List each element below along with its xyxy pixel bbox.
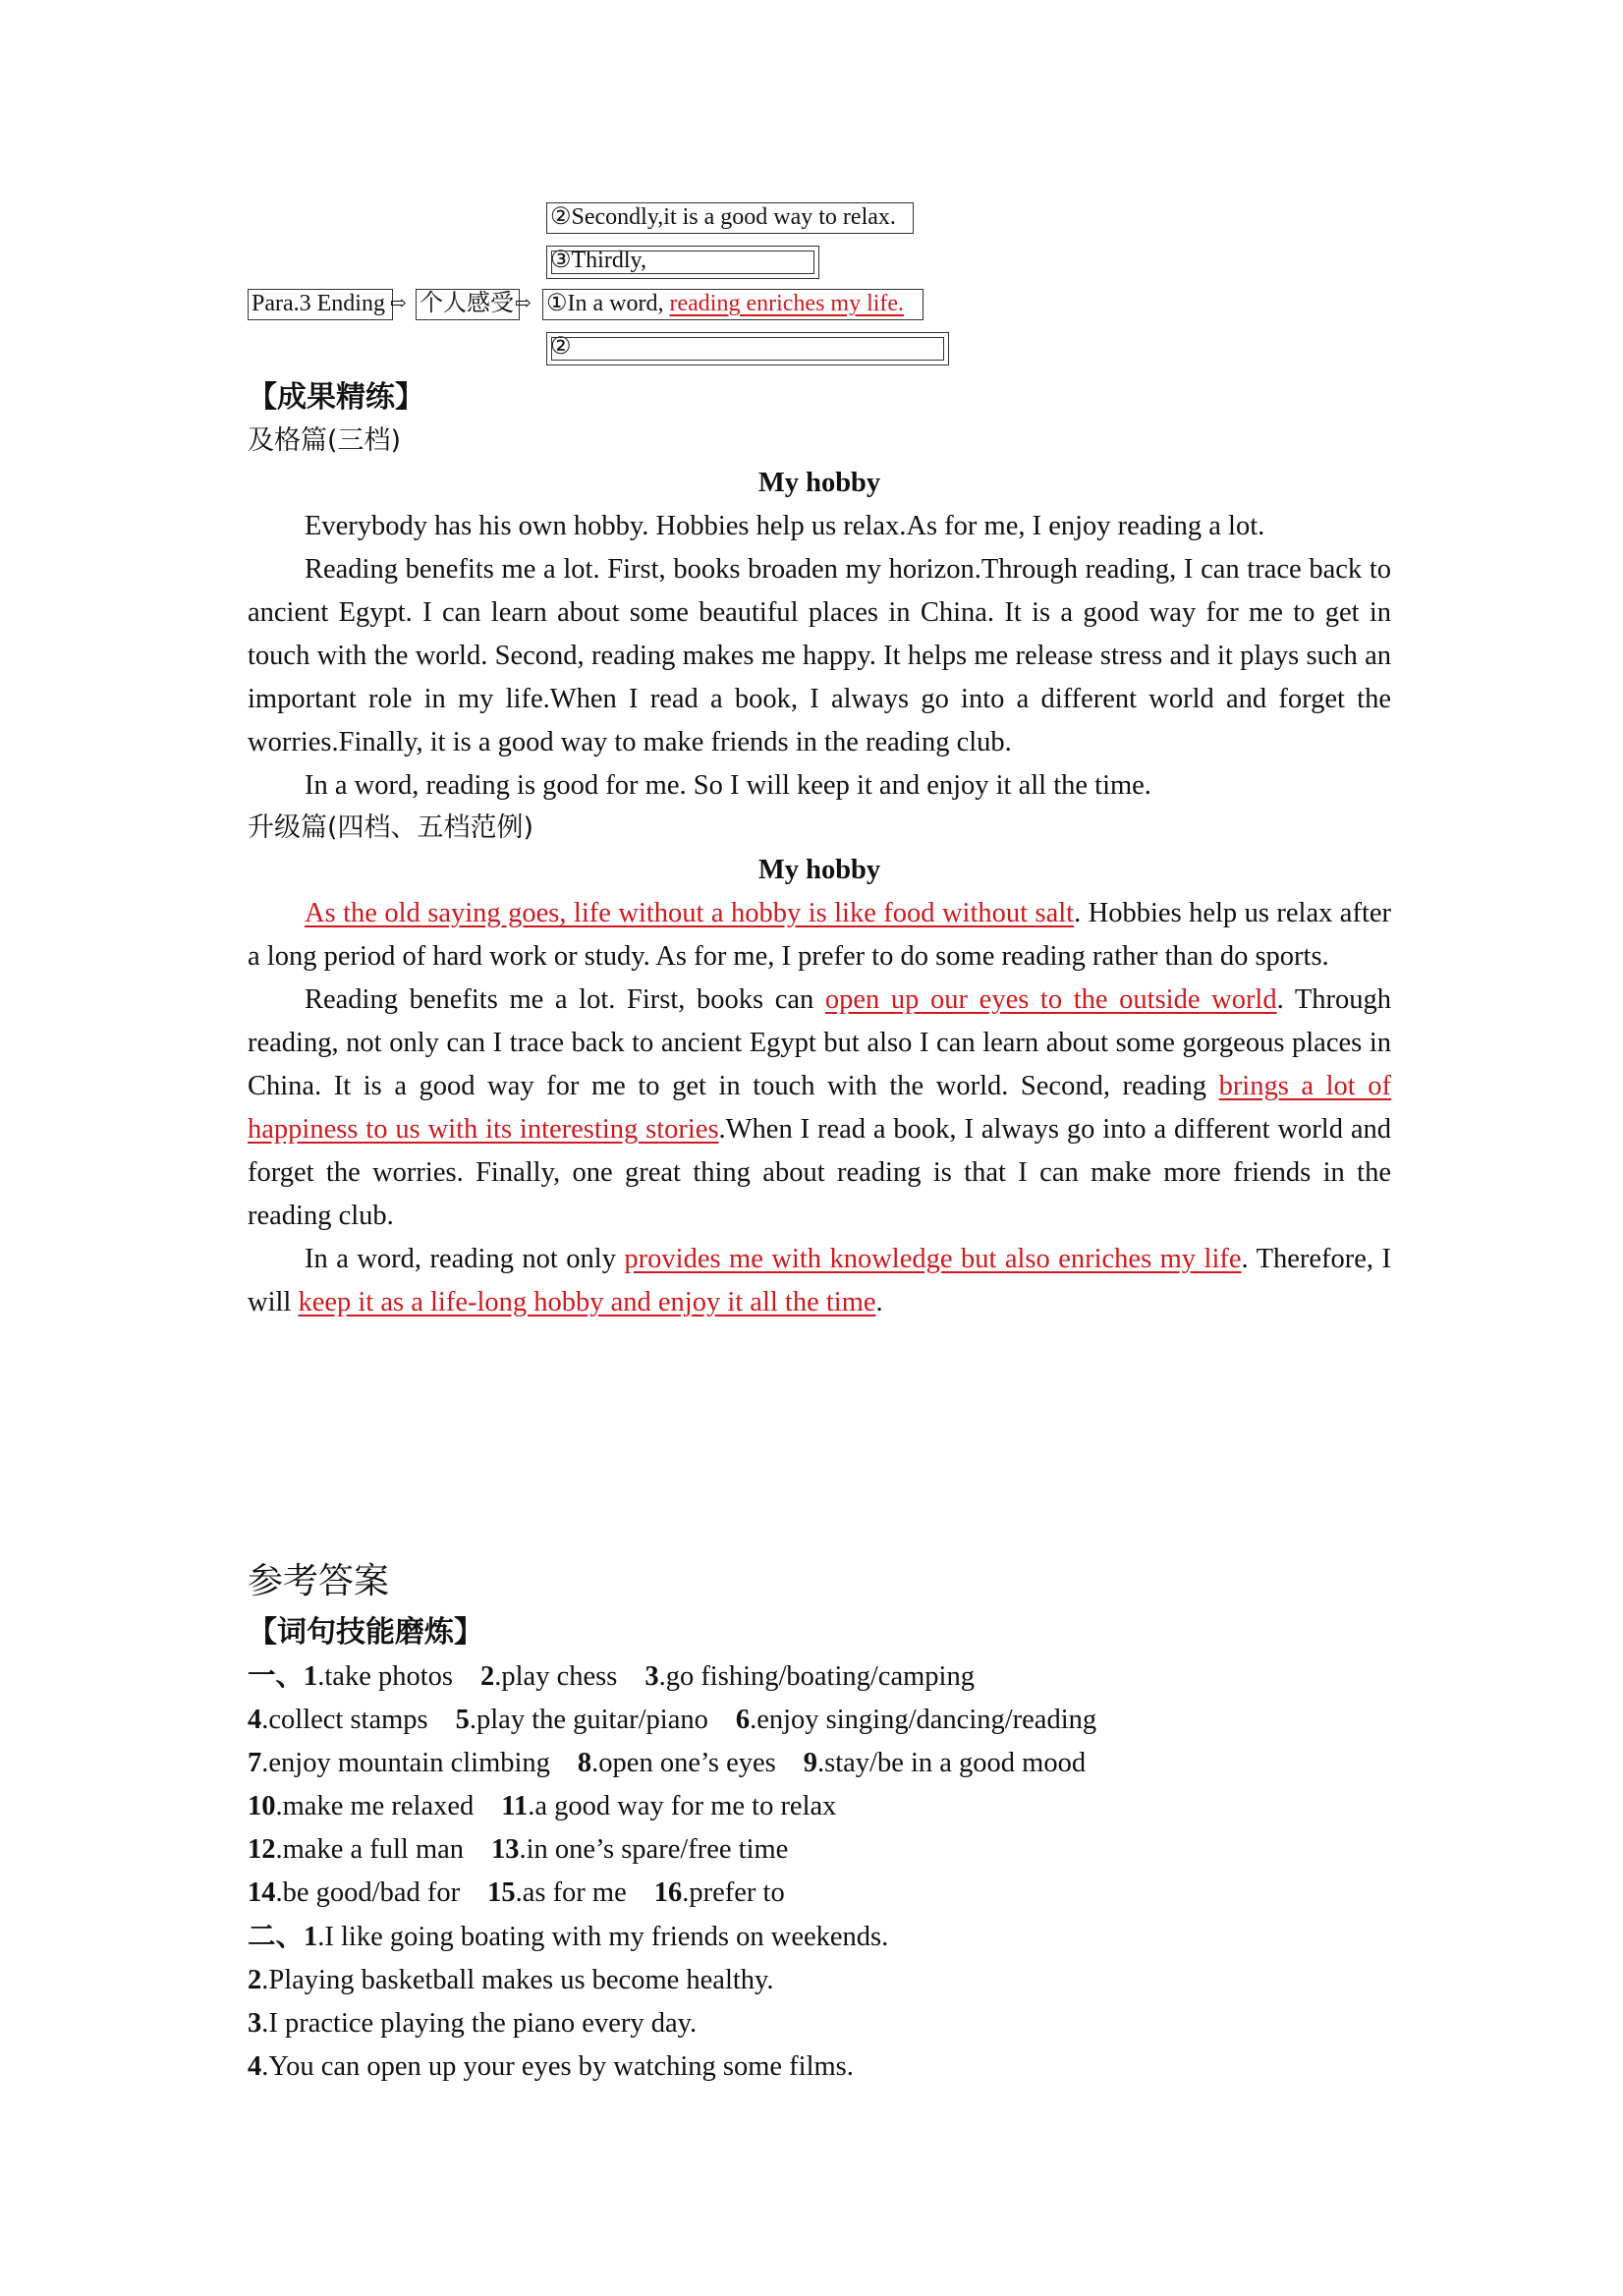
- answer-item: 12.make a full man: [248, 1834, 465, 1865]
- answers-part2-line-3: 3.I practice playing the piano every day.: [248, 2008, 698, 2039]
- essay2-p2-highlight-1: open up our eyes to the outside world: [824, 984, 1277, 1015]
- essay2-p2-highlight-2: brings a lot of happiness to us with its interesting stories: [248, 1071, 1392, 1145]
- answers-part1-line-5: [248, 1828, 1391, 1872]
- outline-row-in-a-word-red: reading enriches my life.: [669, 291, 905, 316]
- outline-row-thirdly-text: ③Thirdly,: [550, 248, 646, 273]
- right-arrow-icon: ⇨: [390, 293, 407, 314]
- personal-feeling-label: [416, 289, 520, 320]
- answer-item: 3.go fishing/boating/camping: [644, 1661, 975, 1692]
- outline-row-secondly: [546, 202, 914, 234]
- outline-row-secondly-text: ②Secondly,it is a good way to relax.: [550, 204, 896, 230]
- essay1-paragraph-3: In a word, reading is good for me. So I will keep it and enjoy it all the time.: [305, 770, 1151, 801]
- answers-part1-line-3: [248, 1742, 1391, 1785]
- essay2-p3-text-c: .: [875, 1287, 883, 1317]
- answers-part2-line-4: 4.You can open up your eyes by watching some films.: [248, 2051, 854, 2082]
- essay2-p2-text-b: . Through reading, not only can I trace back to ancient Egypt but also I can learn about some gorgeous places in China. It is a good way for me to get in touch with the world. Second, reading: [248, 984, 1391, 1101]
- essay2-p3-text-a: In a word, reading not only: [305, 1244, 625, 1274]
- answers-part1-line-2: [248, 1699, 1391, 1742]
- outline-row-second-blank: [546, 332, 949, 365]
- essay2-paragraph-3: [248, 1238, 1391, 1324]
- answer-key-title: 参考答案: [248, 1561, 390, 1601]
- essay2-title: My hobby: [757, 855, 881, 885]
- essay2-p1-text: . Hobbies help us relax after a long period of hard work or study. As for me, I prefer to do some reading rather than do sports.: [248, 898, 1392, 972]
- practice-section: [248, 375, 1391, 1324]
- essay1-title: My hobby: [757, 468, 881, 498]
- practice-heading: 【成果精练】: [248, 380, 424, 415]
- essay1-paragraph-1: Everybody has his own hobby. Hobbies help us relax.As for me, I enjoy reading a lot.: [305, 511, 1265, 541]
- answers-part2-line-2: 2.Playing basketball makes us become healthy.: [248, 1965, 774, 1995]
- answer-item: 10.make me relaxed: [248, 1791, 475, 1821]
- answers-part1-line-4: [248, 1785, 1391, 1828]
- personal-feeling-text: 个人感受: [420, 291, 514, 316]
- outline-row-in-a-word: [542, 289, 923, 320]
- essay2-p2-text-a: Reading benefits me a lot. First, books can: [305, 984, 825, 1015]
- skills-practice-heading: 【词句技能磨炼】: [248, 1615, 483, 1650]
- essay2-p1-highlight: As the old saying goes, life without a hobby is like food without salt: [305, 898, 1075, 928]
- answer-item: 2.play chess: [480, 1661, 618, 1692]
- answers-part2-line-1: 二、1.I like going boating with my friends on weekends.: [248, 1920, 889, 1952]
- essay2-p3-highlight-1: provides me with knowledge but also enriches my life: [624, 1244, 1242, 1274]
- part1-prefix: 一、: [248, 1659, 305, 1692]
- pass-level-label: 及格篇(三档): [248, 425, 402, 456]
- answer-item: 5.play the guitar/piano: [455, 1705, 708, 1735]
- answer-item: 4.collect stamps: [248, 1705, 428, 1735]
- answer-item: 13.in one’s spare/free time: [491, 1834, 789, 1865]
- outline-row-thirdly: [546, 246, 819, 279]
- answer-item: 14.be good/bad for: [248, 1877, 461, 1908]
- essay2-p3-highlight-2: keep it as a life-long hobby and enjoy it all the time: [298, 1287, 876, 1317]
- answer-item: 1.take photos: [304, 1661, 453, 1692]
- para3-ending-label: [248, 289, 393, 320]
- answer-key-section: [248, 1552, 1391, 2089]
- answers-part1-line-6: [248, 1872, 1391, 1915]
- answer-item: 11.a good way for me to relax: [501, 1791, 837, 1821]
- right-arrow-icon: ⇨: [515, 293, 532, 314]
- answer-item: 16.prefer to: [653, 1877, 785, 1908]
- answer-item: 8.open one’s eyes: [577, 1748, 776, 1778]
- essay2-paragraph-1: [248, 892, 1391, 979]
- outline-row-in-a-word-prefix: ①In a word,: [546, 291, 670, 316]
- essay2-paragraph-2: [248, 979, 1391, 1238]
- essay2-p2-text-c: .When I read a book, I always go into a different world and forget the worries. Finally, one great thing about reading is that I can make more friends in the reading club.: [248, 1114, 1391, 1231]
- upgrade-level-label: 升级篇(四档、五档范例): [248, 812, 534, 843]
- answer-item: 15.as for me: [487, 1877, 627, 1908]
- outline-row-second-blank-text: ②: [550, 334, 572, 360]
- answer-item: 6.enjoy singing/dancing/reading: [735, 1705, 1097, 1735]
- para3-ending-text: Para.3 Ending: [252, 291, 385, 316]
- part2-prefix: 二、: [248, 1920, 305, 1952]
- answer-item: 7.enjoy mountain climbing: [248, 1748, 550, 1778]
- essay2-p3-text-b: . Therefore, I will: [248, 1244, 1391, 1317]
- essay1-paragraph-2: Reading benefits me a lot. First, books broaden my horizon.Through reading, I can trace back to ancient Egypt. I can learn about some beautiful places in China. It is a good way for me to get in touch with the world. Second, reading makes me happy. It helps me release stress and it plays such an important role in my life.When I read a book, I always go into a different world and forget the worries.Finally, it is a good way to make friends in the reading club.: [248, 554, 1391, 757]
- answers-part1-line-1: [248, 1654, 1391, 1699]
- answer-item: 9.stay/be in a good mood: [803, 1748, 1087, 1778]
